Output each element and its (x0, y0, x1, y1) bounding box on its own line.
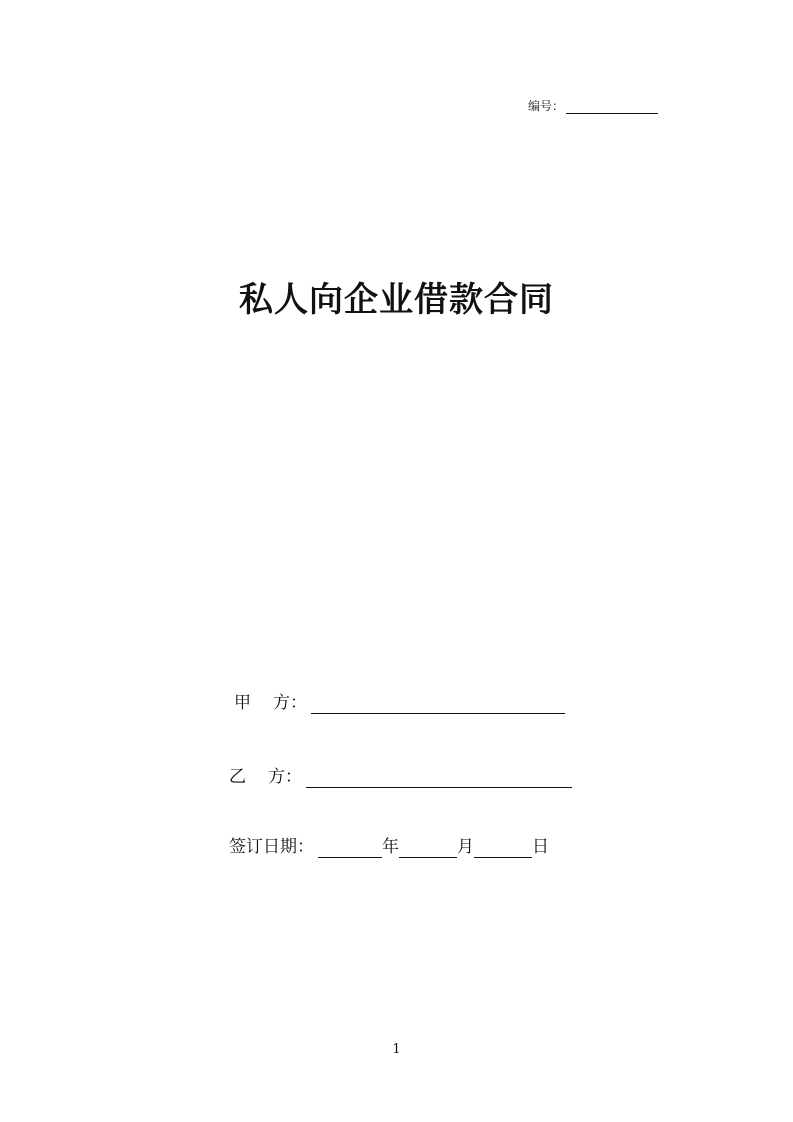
page-number: 1 (392, 1042, 401, 1057)
document-title: 私人向企业借款合同 (239, 280, 554, 320)
signing-date-field (229, 836, 549, 858)
signing-date-label: 签订日期： (229, 837, 314, 857)
party-b-label-second: 方： (268, 767, 302, 787)
day-blank (474, 839, 532, 858)
party-a-field (234, 692, 565, 714)
month-label: 月 (457, 837, 474, 857)
serial-number-field (528, 96, 658, 114)
day-label: 日 (532, 837, 549, 857)
month-blank (399, 839, 457, 858)
party-a-label-first: 甲 (234, 693, 251, 713)
party-b-blank (306, 769, 572, 788)
serial-number-label: 编号： (528, 99, 565, 113)
year-label: 年 (382, 837, 399, 857)
party-b-label-first: 乙 (229, 767, 246, 787)
party-a-blank (311, 695, 565, 714)
party-b-field (229, 766, 572, 788)
party-a-label-second: 方： (273, 693, 307, 713)
serial-number-blank (566, 99, 658, 114)
year-blank (318, 839, 382, 858)
